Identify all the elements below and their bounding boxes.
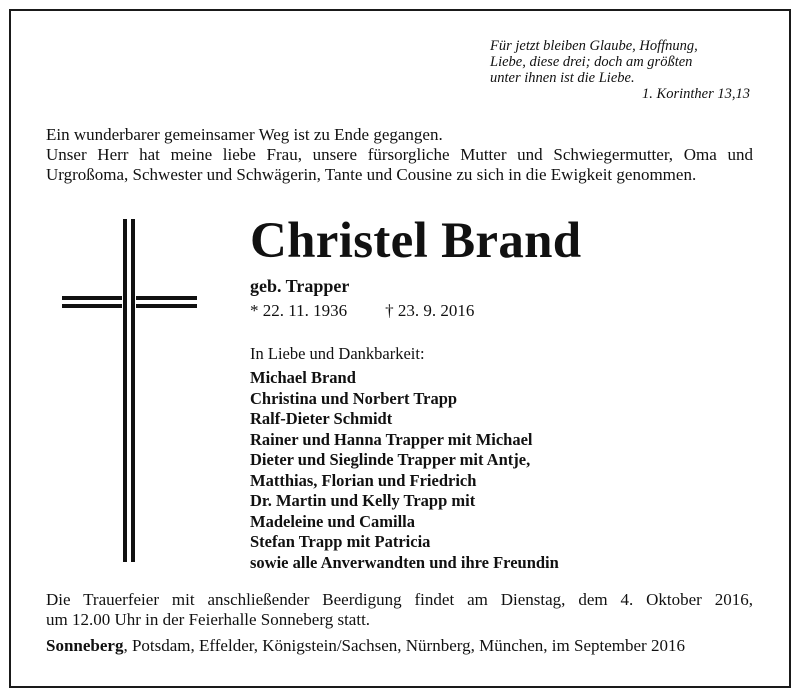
birth-date: * 22. 11. 1936 [250,301,348,320]
list-item: Rainer und Hanna Trapper mit Michael [250,429,533,449]
intro-line: Urgroßoma, Schwester und Schwägerin, Tante und Cousine zu sich in die Ewigkeit genommen. [46,165,697,184]
quote-line: Liebe, diese drei; doch am größten [490,54,693,70]
list-item: Christina und Norbert Trapp [250,388,458,408]
life-dates [250,301,474,321]
intro-line: Unser Herr hat meine liebe Frau, unsere fürsorgliche Mutter und Schwiegermutter, Oma und [46,145,753,164]
funeral-info [46,590,753,630]
death-date: † 23. 9. 2016 [385,301,475,320]
place-town: Sonneberg [46,636,124,655]
funeral-line: um 12.00 Uhr in der Feierhalle Sonneberg statt. [46,610,371,629]
deceased-name: Christel Brand [250,213,582,269]
maiden-name: geb. Trapper [250,276,350,296]
funeral-line: Die Trauerfeier mit anschließender Beerdigung findet am Dienstag, dem 4. Oktober 2016, [46,590,753,609]
list-item: Michael Brand [250,368,356,387]
mourners-list [250,368,559,573]
list-item: Madeleine und Camilla [250,511,416,531]
intro-text [46,125,753,185]
quote-line: unter ihnen ist die Liebe. [490,70,635,86]
thanks-heading: In Liebe und Dankbarkeit: [250,344,425,363]
intro-line: Ein wunderbarer gemeinsamer Weg ist zu Ende gegangen. [46,125,443,144]
bible-quote [490,38,750,102]
quote-line: Für jetzt bleiben Glaube, Hoffnung, [490,38,698,54]
place-and-date [46,636,685,656]
place-rest: , Potsdam, Effelder, Königstein/Sachsen, Nürnberg, München, im September 2016 [123,636,685,655]
quote-reference: 1. Korinther 13,13 [642,86,750,102]
list-item: Stefan Trapp mit Patricia [250,532,431,551]
christian-cross-icon [62,219,197,562]
list-item: Dr. Martin und Kelly Trapp mit [250,491,476,510]
list-item: sowie alle Anverwandten und ihre Freundin [250,552,559,572]
list-item: Dieter und Sieglinde Trapper mit Antje, [250,450,531,469]
list-item: Matthias, Florian und Friedrich [250,470,477,490]
list-item: Ralf-Dieter Schmidt [250,409,393,428]
